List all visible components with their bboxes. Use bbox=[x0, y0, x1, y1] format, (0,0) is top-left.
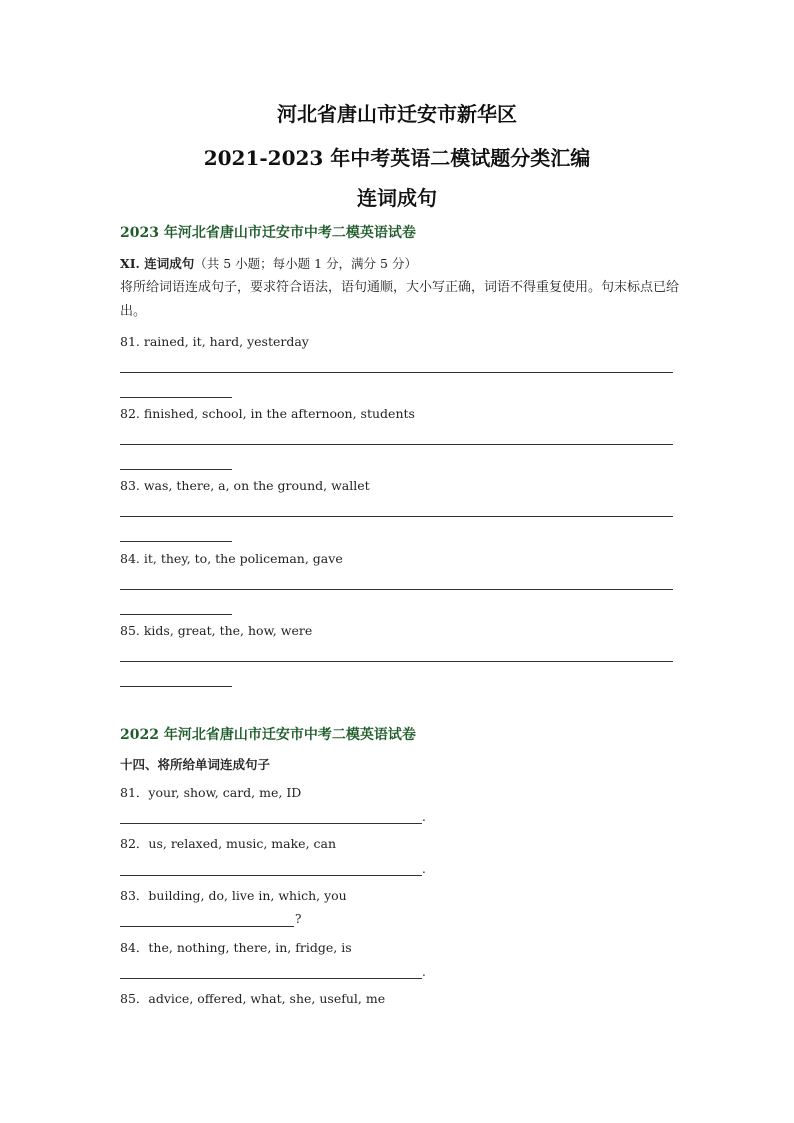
answer-line[interactable] bbox=[120, 589, 673, 590]
question-2023-82: 82. finished, school, in the afternoon, students bbox=[120, 406, 415, 421]
answer-line-short[interactable] bbox=[120, 469, 232, 470]
title-collection: 2021-2023 年中考英语二模试题分类汇编 bbox=[203, 146, 591, 170]
end-mark: . bbox=[422, 862, 426, 876]
answer-line[interactable] bbox=[120, 823, 422, 824]
section-2023-heading: 2023 年河北省唐山市迁安市中考二模英语试卷 bbox=[120, 225, 416, 241]
question-2022-81: 81．your, show, card, me, ID bbox=[120, 785, 302, 800]
answer-line[interactable] bbox=[120, 372, 673, 373]
question-2022-84: 84．the, nothing, there, in, fridge, is bbox=[120, 940, 352, 955]
part-detail: （共 5 小题；每小题 1 分，满分 5 分） bbox=[194, 256, 417, 271]
answer-line[interactable] bbox=[120, 661, 673, 662]
answer-line-short[interactable] bbox=[120, 397, 232, 398]
answer-line-short[interactable] bbox=[120, 541, 232, 542]
answer-line-short[interactable] bbox=[120, 686, 232, 687]
end-mark: . bbox=[422, 965, 426, 979]
question-2023-81: 81. rained, it, hard, yesterday bbox=[120, 334, 309, 349]
section-2023-instructions: 将所给词语连成句子，要求符合语法，语句通顺，大小写正确，词语不得重复使用。句末标点已给出。 bbox=[120, 280, 680, 319]
section-2023-part-title bbox=[120, 254, 417, 272]
answer-line[interactable] bbox=[120, 875, 422, 876]
question-2022-85: 85．advice, offered, what, she, useful, me bbox=[120, 991, 386, 1006]
section-2022-part-title: 十四、将所给单词连成句子 bbox=[120, 757, 271, 772]
end-mark: ? bbox=[295, 912, 302, 926]
answer-line[interactable] bbox=[120, 926, 294, 927]
part-label: XI. 连词成句 bbox=[120, 256, 195, 271]
answer-line[interactable] bbox=[120, 444, 673, 445]
title-region: 河北省唐山市迁安市新华区 bbox=[277, 102, 517, 126]
question-2022-83: 83．building, do, live in, which, you bbox=[120, 888, 347, 903]
answer-line[interactable] bbox=[120, 978, 422, 979]
end-mark: . bbox=[422, 810, 426, 824]
answer-line-short[interactable] bbox=[120, 614, 232, 615]
question-2023-83: 83. was, there, a, on the ground, wallet bbox=[120, 478, 370, 493]
answer-line[interactable] bbox=[120, 516, 673, 517]
title-topic: 连词成句 bbox=[357, 186, 437, 210]
question-2023-85: 85. kids, great, the, how, were bbox=[120, 623, 313, 638]
question-2022-82: 82．us, relaxed, music, make, can bbox=[120, 836, 337, 851]
section-2022-heading: 2022 年河北省唐山市迁安市中考二模英语试卷 bbox=[120, 727, 416, 743]
question-2023-84: 84. it, they, to, the policeman, gave bbox=[120, 551, 343, 566]
